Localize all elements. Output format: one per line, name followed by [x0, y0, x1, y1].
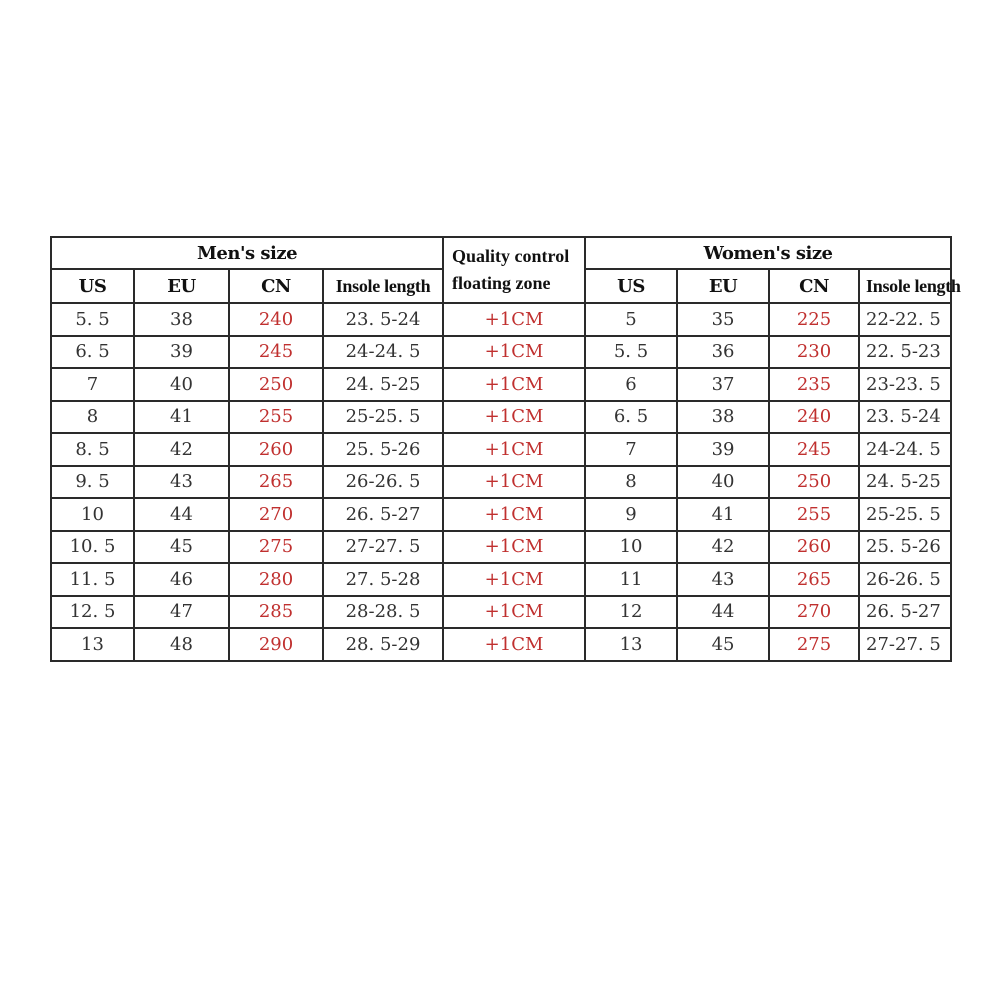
women-cn-cell: 240	[769, 401, 859, 434]
women-cn-cell: 270	[769, 596, 859, 629]
women-insole-cell: 23-23. 5	[859, 368, 951, 401]
women-us-cell: 6. 5	[585, 401, 677, 434]
men-eu-cell: 39	[134, 336, 229, 369]
women-cn-cell: 255	[769, 498, 859, 531]
women-eu-cell: 39	[677, 433, 769, 466]
men-cn-cell: 270	[229, 498, 323, 531]
women-eu-cell: 45	[677, 628, 769, 661]
men-us-cell: 12. 5	[51, 596, 134, 629]
women-insole-cell: 25. 5-26	[859, 531, 951, 564]
women-eu-cell: 37	[677, 368, 769, 401]
women-eu-header: EU	[677, 269, 769, 303]
women-cn-cell: 250	[769, 466, 859, 499]
table-row	[51, 596, 951, 629]
women-eu-cell: 41	[677, 498, 769, 531]
men-eu-cell: 43	[134, 466, 229, 499]
table-row	[51, 466, 951, 499]
men-us-cell: 11. 5	[51, 563, 134, 596]
men-eu-cell: 47	[134, 596, 229, 629]
quality-cell: +1CM	[443, 498, 585, 531]
quality-cell: +1CM	[443, 401, 585, 434]
women-cn-header: CN	[769, 269, 859, 303]
quality-cell: +1CM	[443, 433, 585, 466]
quality-cell: +1CM	[443, 563, 585, 596]
quality-cell: +1CM	[443, 336, 585, 369]
table-row	[51, 368, 951, 401]
men-cn-cell: 245	[229, 336, 323, 369]
women-insole-cell: 24. 5-25	[859, 466, 951, 499]
women-us-cell: 12	[585, 596, 677, 629]
women-eu-cell: 36	[677, 336, 769, 369]
men-us-cell: 13	[51, 628, 134, 661]
men-cn-cell: 265	[229, 466, 323, 499]
mens-size-title: Men's size	[51, 237, 443, 269]
women-eu-cell: 44	[677, 596, 769, 629]
table-row	[51, 531, 951, 564]
women-cn-cell: 225	[769, 303, 859, 336]
quality-control-line-1: Quality control	[452, 246, 570, 266]
size-table	[50, 236, 961, 662]
men-insole-cell: 28-28. 5	[323, 596, 443, 629]
women-us-cell: 9	[585, 498, 677, 531]
men-us-cell: 10	[51, 498, 134, 531]
table-row	[51, 498, 951, 531]
women-cn-cell: 245	[769, 433, 859, 466]
women-cn-cell: 235	[769, 368, 859, 401]
women-us-cell: 11	[585, 563, 677, 596]
men-cn-header: CN	[229, 269, 323, 303]
women-insole-cell: 25-25. 5	[859, 498, 951, 531]
men-eu-cell: 40	[134, 368, 229, 401]
quality-cell: +1CM	[443, 466, 585, 499]
men-insole-cell: 28. 5-29	[323, 628, 443, 661]
women-us-cell: 7	[585, 433, 677, 466]
women-us-header: US	[585, 269, 677, 303]
men-cn-cell: 255	[229, 401, 323, 434]
men-cn-cell: 250	[229, 368, 323, 401]
men-us-cell: 7	[51, 368, 134, 401]
men-eu-header: EU	[134, 269, 229, 303]
men-eu-cell: 42	[134, 433, 229, 466]
men-cn-cell: 280	[229, 563, 323, 596]
men-insole-cell: 24. 5-25	[323, 368, 443, 401]
men-insole-cell: 26-26. 5	[323, 466, 443, 499]
men-us-cell: 8. 5	[51, 433, 134, 466]
women-eu-cell: 43	[677, 563, 769, 596]
women-us-cell: 8	[585, 466, 677, 499]
quality-cell: +1CM	[443, 368, 585, 401]
group-header-row	[51, 237, 951, 269]
men-us-cell: 5. 5	[51, 303, 134, 336]
men-insole-header: Insole length	[323, 269, 443, 303]
women-cn-cell: 230	[769, 336, 859, 369]
women-insole-header: Insole length	[859, 269, 951, 303]
men-cn-cell: 290	[229, 628, 323, 661]
men-insole-cell: 26. 5-27	[323, 498, 443, 531]
men-us-cell: 9. 5	[51, 466, 134, 499]
quality-cell: +1CM	[443, 531, 585, 564]
men-insole-cell: 25-25. 5	[323, 401, 443, 434]
women-insole-cell: 22-22. 5	[859, 303, 951, 336]
women-cn-cell: 260	[769, 531, 859, 564]
men-insole-cell: 24-24. 5	[323, 336, 443, 369]
table-row	[51, 401, 951, 434]
men-cn-cell: 260	[229, 433, 323, 466]
women-insole-cell: 22. 5-23	[859, 336, 951, 369]
quality-cell: +1CM	[443, 303, 585, 336]
womens-size-title: Women's size	[585, 237, 951, 269]
men-us-header: US	[51, 269, 134, 303]
men-insole-cell: 23. 5-24	[323, 303, 443, 336]
women-us-cell: 5	[585, 303, 677, 336]
women-eu-cell: 42	[677, 531, 769, 564]
quality-cell: +1CM	[443, 596, 585, 629]
men-eu-cell: 48	[134, 628, 229, 661]
men-cn-cell: 275	[229, 531, 323, 564]
men-insole-cell: 27-27. 5	[323, 531, 443, 564]
men-eu-cell: 38	[134, 303, 229, 336]
men-eu-cell: 45	[134, 531, 229, 564]
women-us-cell: 6	[585, 368, 677, 401]
men-eu-cell: 46	[134, 563, 229, 596]
women-eu-cell: 35	[677, 303, 769, 336]
women-insole-cell: 26. 5-27	[859, 596, 951, 629]
men-eu-cell: 44	[134, 498, 229, 531]
table-row	[51, 303, 951, 336]
women-us-cell: 5. 5	[585, 336, 677, 369]
women-cn-cell: 265	[769, 563, 859, 596]
men-cn-cell: 285	[229, 596, 323, 629]
women-eu-cell: 40	[677, 466, 769, 499]
women-cn-cell: 275	[769, 628, 859, 661]
men-insole-cell: 27. 5-28	[323, 563, 443, 596]
quality-control-header	[443, 237, 585, 303]
women-eu-cell: 38	[677, 401, 769, 434]
men-insole-cell: 25. 5-26	[323, 433, 443, 466]
women-insole-cell: 23. 5-24	[859, 401, 951, 434]
table-row	[51, 628, 951, 661]
quality-control-line-2: floating zone	[452, 273, 551, 293]
size-chart	[50, 236, 961, 660]
quality-cell: +1CM	[443, 628, 585, 661]
women-insole-cell: 26-26. 5	[859, 563, 951, 596]
men-us-cell: 10. 5	[51, 531, 134, 564]
women-insole-cell: 27-27. 5	[859, 628, 951, 661]
women-insole-cell: 24-24. 5	[859, 433, 951, 466]
women-us-cell: 13	[585, 628, 677, 661]
men-eu-cell: 41	[134, 401, 229, 434]
table-row	[51, 433, 951, 466]
men-cn-cell: 240	[229, 303, 323, 336]
table-row	[51, 336, 951, 369]
men-us-cell: 6. 5	[51, 336, 134, 369]
men-us-cell: 8	[51, 401, 134, 434]
women-us-cell: 10	[585, 531, 677, 564]
table-row	[51, 563, 951, 596]
